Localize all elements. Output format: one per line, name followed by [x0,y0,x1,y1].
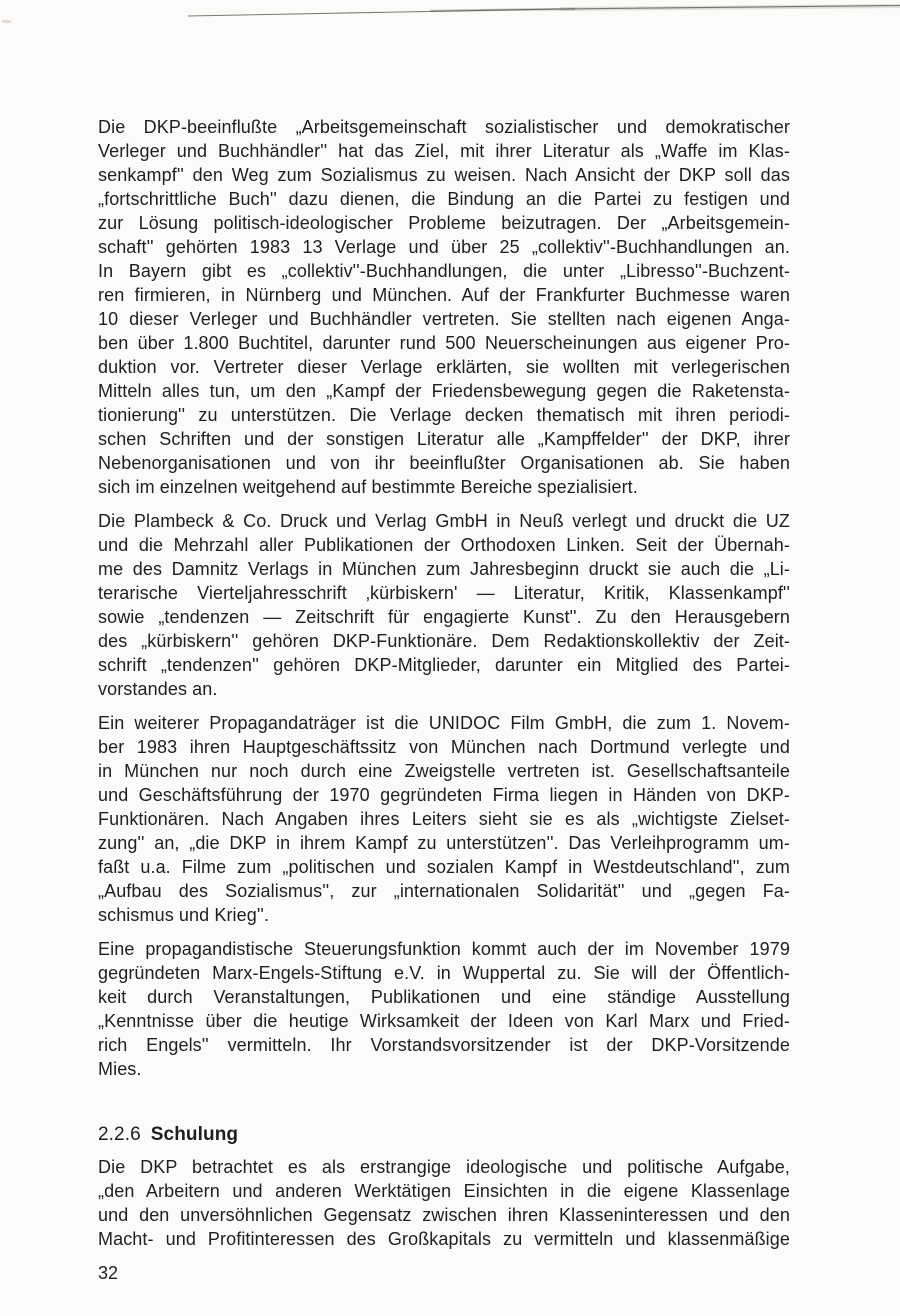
text-line: terarische Vierteljahresschrift ‚kürbiskern' — Literatur, Kritik, Klassenkampf'' [98,583,790,603]
text-line: Funktionären. Nach Angaben ihres Leiters sieht sie es als „wichtigste Zielset- [98,809,790,829]
text-line: sowie „tendenzen — Zeitschrift für engagierte Kunst''. Zu den Herausgebern [98,607,790,627]
text-line: und die Mehrzahl aller Publikationen der Orthodoxen Linken. Seit der Übernah- [98,535,790,555]
text-line: des „kürbiskern'' gehören DKP-Funktionäre. Dem Redaktionskollektiv der Zeit- [98,631,790,651]
text-line: Macht- und Profitinteressen des Großkapitals zu vermitteln und klassenmäßige [98,1229,790,1249]
text-line: schismus und Krieg''. [98,905,270,925]
text-line: Die DKP betrachtet es als erstrangige ideologische und politische Aufgabe, [98,1157,790,1177]
document-body [98,115,790,1261]
text-line: „fortschrittliche Buch'' dazu dienen, die Bindung an die Partei zu festigen und [98,189,790,209]
text-line: sich im einzelnen weitgehend auf bestimmte Bereiche spezialisiert. [98,477,638,497]
scan-artifact-line [0,0,900,40]
section-title: Schulung [150,1124,239,1145]
text-line: und den unversöhnlichen Gegensatz zwischen ihren Klasseninteressen und den [98,1205,790,1225]
text-line: schrift „tendenzen'' gehören DKP-Mitglieder, darunter ein Mitglied des Partei- [98,655,790,675]
text-line: ren firmieren, in Nürnberg und München. Auf der Frankfurter Buchmesse waren [98,285,790,305]
text-line: ben über 1.800 Buchtitel, darunter rund 500 Neuerscheinungen aus eigener Pro- [98,333,790,353]
section-heading [98,1123,790,1147]
text-line: „Aufbau des Sozialismus'', zur „internationalen Solidarität'' und „gegen Fa- [98,881,790,901]
paragraph [98,115,790,499]
paragraph [98,1155,790,1251]
text-line: me des Damnitz Verlags in München zum Jahresbeginn druckt sie auch die „Li- [98,559,790,579]
text-line: Nebenorganisationen und von ihr beeinflußter Organisationen ab. Sie haben [98,453,790,473]
paragraph [98,509,790,701]
text-line: senkampf'' den Weg zum Sozialismus zu weisen. Nach Ansicht der DKP soll das [98,165,790,185]
text-line: schaft'' gehörten 1983 13 Verlage und über 25 „collektiv''-Buchhandlungen an. [98,237,790,257]
text-line: 10 dieser Verleger und Buchhändler vertreten. Sie stellten nach eigenen Anga- [98,309,790,329]
text-line: Die DKP-beeinflußte „Arbeitsgemeinschaft sozialistischer und demokratischer [98,117,790,137]
text-line: „den Arbeitern und anderen Werktätigen Einsichten in die eigene Klassenlage [98,1181,790,1201]
text-line: tionierung'' zu unterstützen. Die Verlage decken thematisch mit ihren periodi- [98,405,790,425]
paragraph [98,711,790,927]
text-line: ber 1983 ihren Hauptgeschäftssitz von München nach Dortmund verlegte und [98,737,790,757]
section-number: 2.2.6 [98,1124,141,1145]
text-line: duktion vor. Vertreter dieser Verlage erklärten, sie wollten mit verlegerischen [98,357,790,377]
page-number: 32 [98,1263,119,1283]
text-line: zur Lösung politisch-ideologischer Probleme beizutragen. Der „Arbeitsgemein- [98,213,790,233]
text-line: Mies. [98,1059,142,1079]
text-line: vorstandes an. [98,679,218,699]
text-line: Ein weiterer Propagandaträger ist die UNIDOC Film GmbH, die zum 1. Novem- [98,713,790,733]
paragraph [98,937,790,1081]
text-line: schen Schriften und der sonstigen Literatur alle „Kampffelder'' der DKP, ihrer [98,429,790,449]
text-line: gegründeten Marx-Engels-Stiftung e.V. in Wuppertal zu. Sie will der Öffentlich- [98,963,790,983]
text-line: in München nur noch durch eine Zweigstelle vertreten ist. Gesellschaftsanteile [98,761,790,781]
text-line: und Geschäftsführung der 1970 gegründeten Firma liegen in Händen von DKP- [98,785,790,805]
text-line: „Kenntnisse über die heutige Wirksamkeit der Ideen von Karl Marx und Fried- [98,1011,790,1031]
text-line: Mitteln alles tun, um den „Kampf der Friedensbewegung gegen die Raketensta- [98,381,790,401]
text-line: zung'' an, „die DKP in ihrem Kampf zu unterstützen''. Das Verleihprogramm um- [98,833,790,853]
text-line: rich Engels'' vermitteln. Ihr Vorstandsvorsitzender ist der DKP-Vorsitzende [98,1035,790,1055]
text-line: Eine propagandistische Steuerungsfunktion kommt auch der im November 1979 [98,939,790,959]
text-line: Verleger und Buchhändler'' hat das Ziel, mit ihrer Literatur als „Waffe im Klas- [98,141,790,161]
text-line: In Bayern gibt es „collektiv''-Buchhandlungen, die unter „Libresso''-Buchzent- [98,261,790,281]
text-line: Die Plambeck & Co. Druck und Verlag GmbH in Neuß verlegt und druckt die UZ [98,511,790,531]
text-line: keit durch Veranstaltungen, Publikationen und eine ständige Ausstellung [98,987,790,1007]
text-line: faßt u.a. Filme zum „politischen und sozialen Kampf in Westdeutschland'', zum [98,857,790,877]
